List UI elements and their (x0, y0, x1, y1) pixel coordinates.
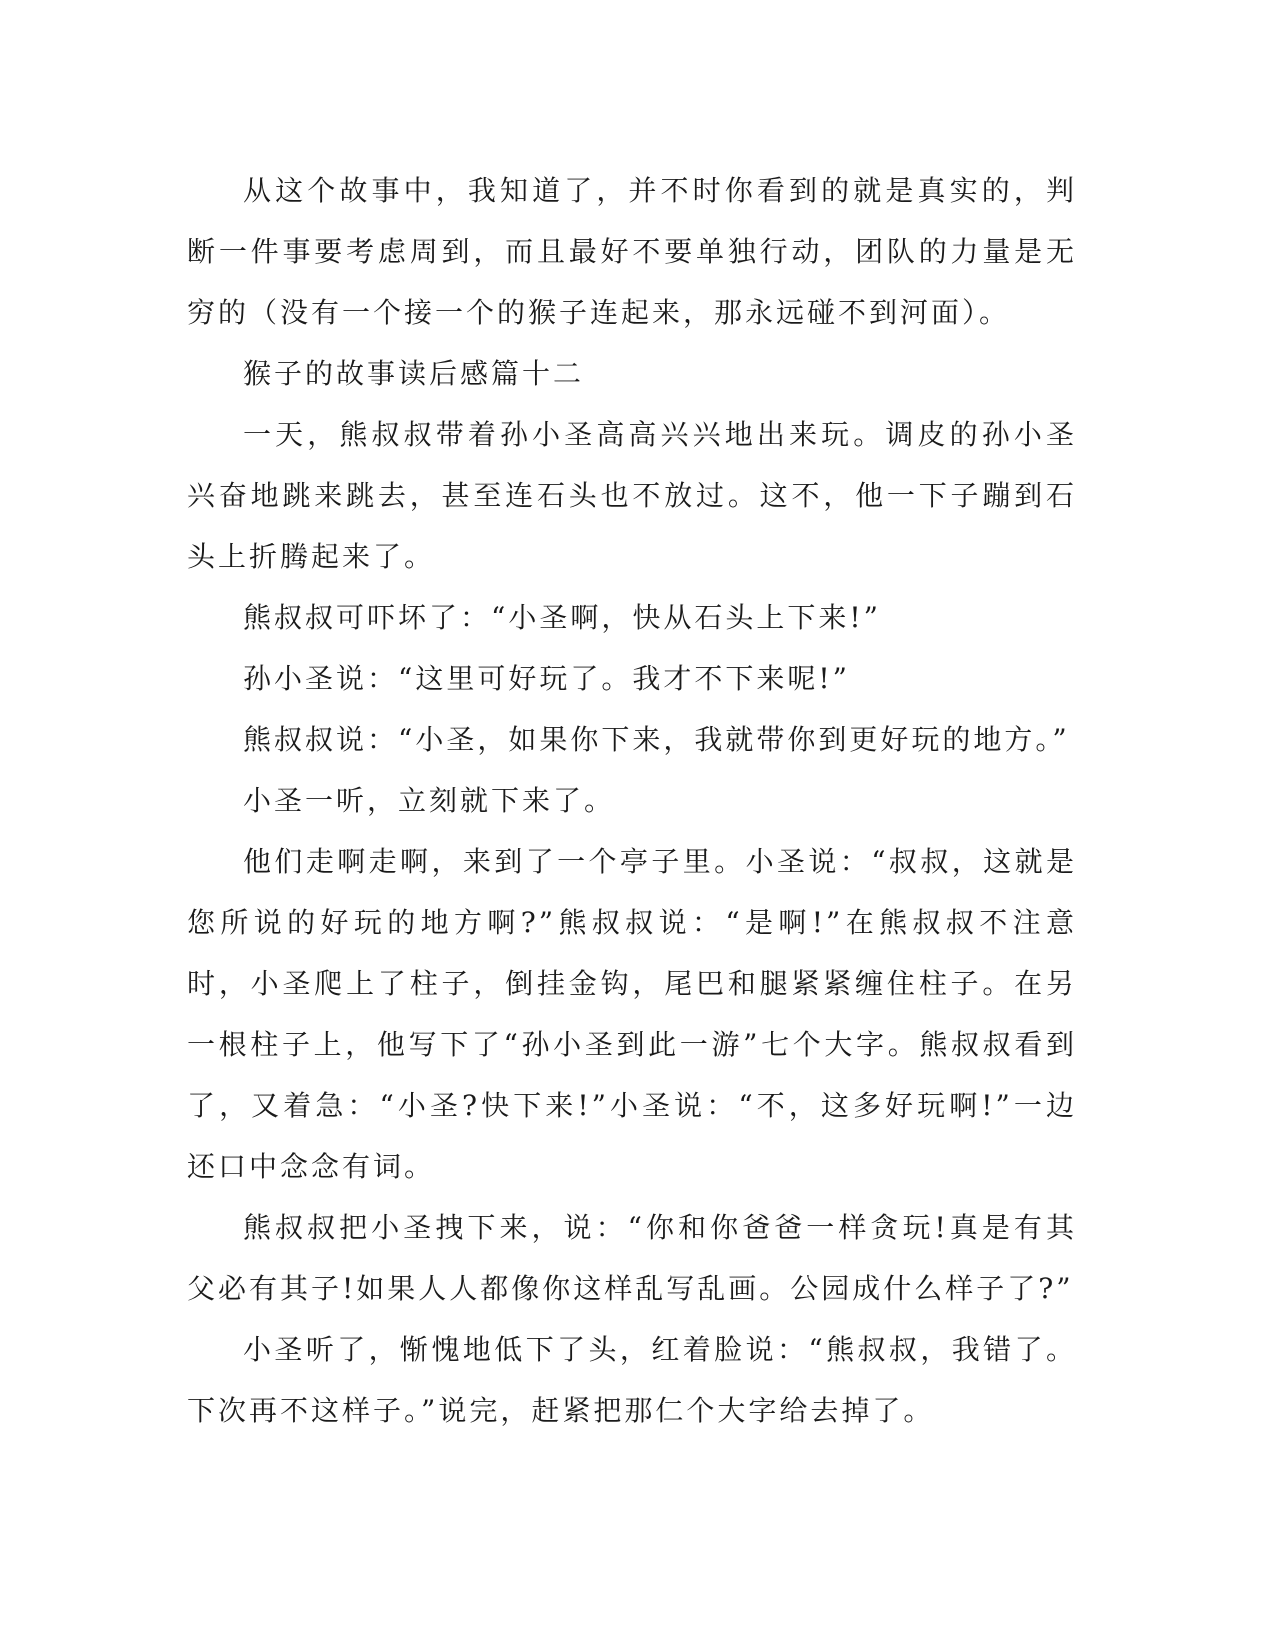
paragraph-pavilion: 他们走啊走啊，来到了一个亭子里。小圣说：“叔叔，这就是您所说的好玩的地方啊?”熊叔叔说：“是啊!”在熊叔叔不注意时，小圣爬上了柱子，倒挂金钩，尾巴和腿紧紧缠住柱子。在另一根柱子上，他写下了“孙小圣到此一游”七个大字。熊叔叔看到了，又着急：“小圣?快下来!”小圣说：“不，这多好玩啊!”一边还口中念念有词。 (187, 845, 1077, 1183)
paragraph-dialogue: 熊叔叔说：“小圣，如果你下来，我就带你到更好玩的地方。” (243, 723, 1070, 756)
paragraph-scolding: 熊叔叔把小圣拽下来，说：“你和你爸爸一样贪玩!真是有其父必有其子!如果人人都像你这样乱写乱画。公园成什么样子了?” (187, 1211, 1077, 1305)
paragraph-conclusion: 从这个故事中，我知道了，并不时你看到的就是真实的，判断一件事要考虑周到，而且最好不要单独行动，团队的力量是无穷的（没有一个接一个的猴子连起来，那永远碰不到河面）。 (187, 174, 1077, 329)
document-body (187, 160, 1077, 1441)
paragraph-apology: 小圣听了，惭愧地低下了头，红着脸说：“熊叔叔，我错了。下次再不这样子。”说完，赶紧把那仁个大字给去掉了。 (187, 1333, 1077, 1427)
paragraph-dialogue: 熊叔叔可吓坏了：“小圣啊，快从石头上下来!” (243, 601, 881, 634)
paragraph-narration: 小圣一听，立刻就下来了。 (243, 784, 616, 817)
section-heading: 猴子的故事读后感篇十二 (243, 357, 585, 390)
paragraph-dialogue: 孙小圣说：“这里可好玩了。我才不下来呢!” (243, 662, 850, 695)
paragraph-story-intro: 一天，熊叔叔带着孙小圣高高兴兴地出来玩。调皮的孙小圣兴奋地跳来跳去，甚至连石头也不放过。这不，他一下子蹦到石头上折腾起来了。 (187, 418, 1077, 573)
